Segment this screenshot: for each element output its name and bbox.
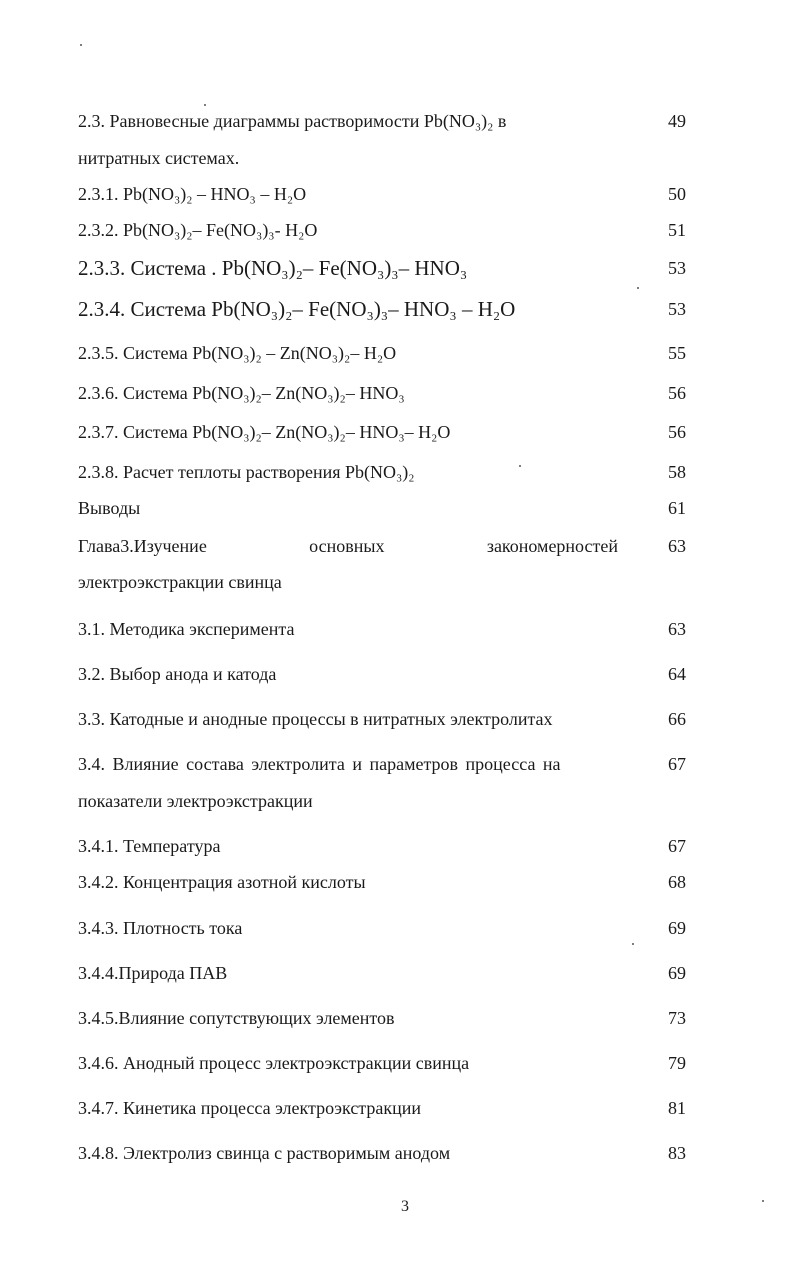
toc-entry-3-4-2: 3.4.2. Концентрация азотной кислоты [78, 872, 366, 892]
toc-entry-3-4-6: 3.4.6. Анодный процесс электроэкстракции свинца [78, 1053, 470, 1073]
toc-entry-2-3-1: 2.3.1. Pb(NO₃)₂ – HNO₃ – H₂O [78, 184, 307, 204]
toc-entry-2-3-8: 2.3.8. Расчет теплоты растворения Pb(NO₃)₂ [78, 462, 415, 482]
page-number-2-3: 49 [668, 111, 686, 131]
toc-entry-2-3-7: 2.3.7. Система Pb(NO₃)₂– Zn(NO₃)₂– HNO₃– H₂O [78, 422, 451, 442]
page-number-3-4-5: 73 [668, 1008, 686, 1028]
page-number-conclusions: 61 [668, 498, 686, 518]
toc-entry-3-4-5: 3.4.5.Влияние сопутствующих элементов [78, 1008, 395, 1028]
toc-entry-3-4-3: 3.4.3. Плотность тока [78, 918, 243, 938]
scan-speck [204, 104, 206, 106]
page-number-2-3-5: 55 [668, 343, 686, 363]
page-number-2-3-1: 50 [668, 184, 686, 204]
page-number-3-4-4: 69 [668, 963, 686, 983]
toc-entry-chapter-3-continuation: электроэкстракции свинца [78, 572, 282, 592]
page-number-2-3-6: 56 [668, 383, 686, 403]
page-number-chapter-3: 63 [668, 536, 686, 556]
toc-entry-2-3-2: 2.3.2. Pb(NO₃)₂– Fe(NO₃)₃- H₂O [78, 220, 318, 240]
page-number-3-4: 67 [668, 754, 686, 774]
page-number-3-1: 63 [668, 619, 686, 639]
chapter-3-word-2: основных [309, 536, 385, 556]
chapter-3-word-3: закономерностей [486, 536, 618, 556]
page-number-2-3-4: 53 [668, 299, 686, 319]
toc-entry-2-3-continuation: нитратных системах. [78, 148, 240, 168]
toc-entry-3-1: 3.1. Методика эксперимента [78, 619, 295, 639]
toc-entry-chapter-3 [78, 535, 618, 557]
scan-speck [637, 287, 639, 289]
toc-entry-3-4: 3.4. Влияние состава электролита и параметров процесса на [78, 754, 561, 774]
page-number-2-3-8: 58 [668, 462, 686, 482]
scan-speck [762, 1200, 764, 1202]
page-number-3-4-1: 67 [668, 836, 686, 856]
toc-entry-3-4-7: 3.4.7. Кинетика процесса электроэкстракции [78, 1098, 422, 1118]
page-number-3-4-2: 68 [668, 872, 686, 892]
toc-entry-3-4-8: 3.4.8. Электролиз свинца с растворимым анодом [78, 1143, 451, 1163]
toc-entry-3-4-1: 3.4.1. Температура [78, 836, 221, 856]
page-number-3-4-8: 83 [668, 1143, 686, 1163]
toc-entry-3-2: 3.2. Выбор анода и катода [78, 664, 277, 684]
toc-entry-conclusions: Выводы [78, 498, 141, 518]
toc-entry-3-4-4: 3.4.4.Природа ПАВ [78, 963, 228, 983]
page-number-2-3-2: 51 [668, 220, 686, 240]
page-number-2-3-7: 56 [668, 422, 686, 442]
toc-entry-2-3-5: 2.3.5. Система Pb(NO₃)₂ – Zn(NO₃)₂– H₂O [78, 343, 397, 363]
chapter-3-word-1: Глава3.Изучение [78, 536, 207, 556]
page-number-2-3-3: 53 [668, 258, 686, 278]
toc-entry-3-3: 3.3. Катодные и анодные процессы в нитратных электролитах [78, 709, 553, 729]
toc-entry-2-3-6: 2.3.6. Система Pb(NO₃)₂– Zn(NO₃)₂– HNO₃ [78, 383, 405, 403]
page-number-3-3: 66 [668, 709, 686, 729]
page-number-3-4-7: 81 [668, 1098, 686, 1118]
scan-speck [519, 465, 521, 467]
scan-speck [632, 943, 634, 945]
page-number-3-2: 64 [668, 664, 686, 684]
toc-entry-2-3-3: 2.3.3. Система . Pb(NO₃)₂– Fe(NO₃)₃– HNO₃ [78, 256, 468, 280]
page-number-3-4-6: 79 [668, 1053, 686, 1073]
toc-entry-2-3: 2.3. Равновесные диаграммы растворимости Pb(NO₃)₂ в [78, 111, 507, 131]
scan-speck [80, 44, 82, 46]
toc-entry-2-3-4: 2.3.4. Система Pb(NO₃)₂– Fe(NO₃)₃– HNO₃ – H₂O [78, 297, 516, 321]
page-number-3-4-3: 69 [668, 918, 686, 938]
footer-page-number: 3 [401, 1198, 409, 1215]
toc-entry-3-4-continuation: показатели электроэкстракции [78, 791, 313, 811]
